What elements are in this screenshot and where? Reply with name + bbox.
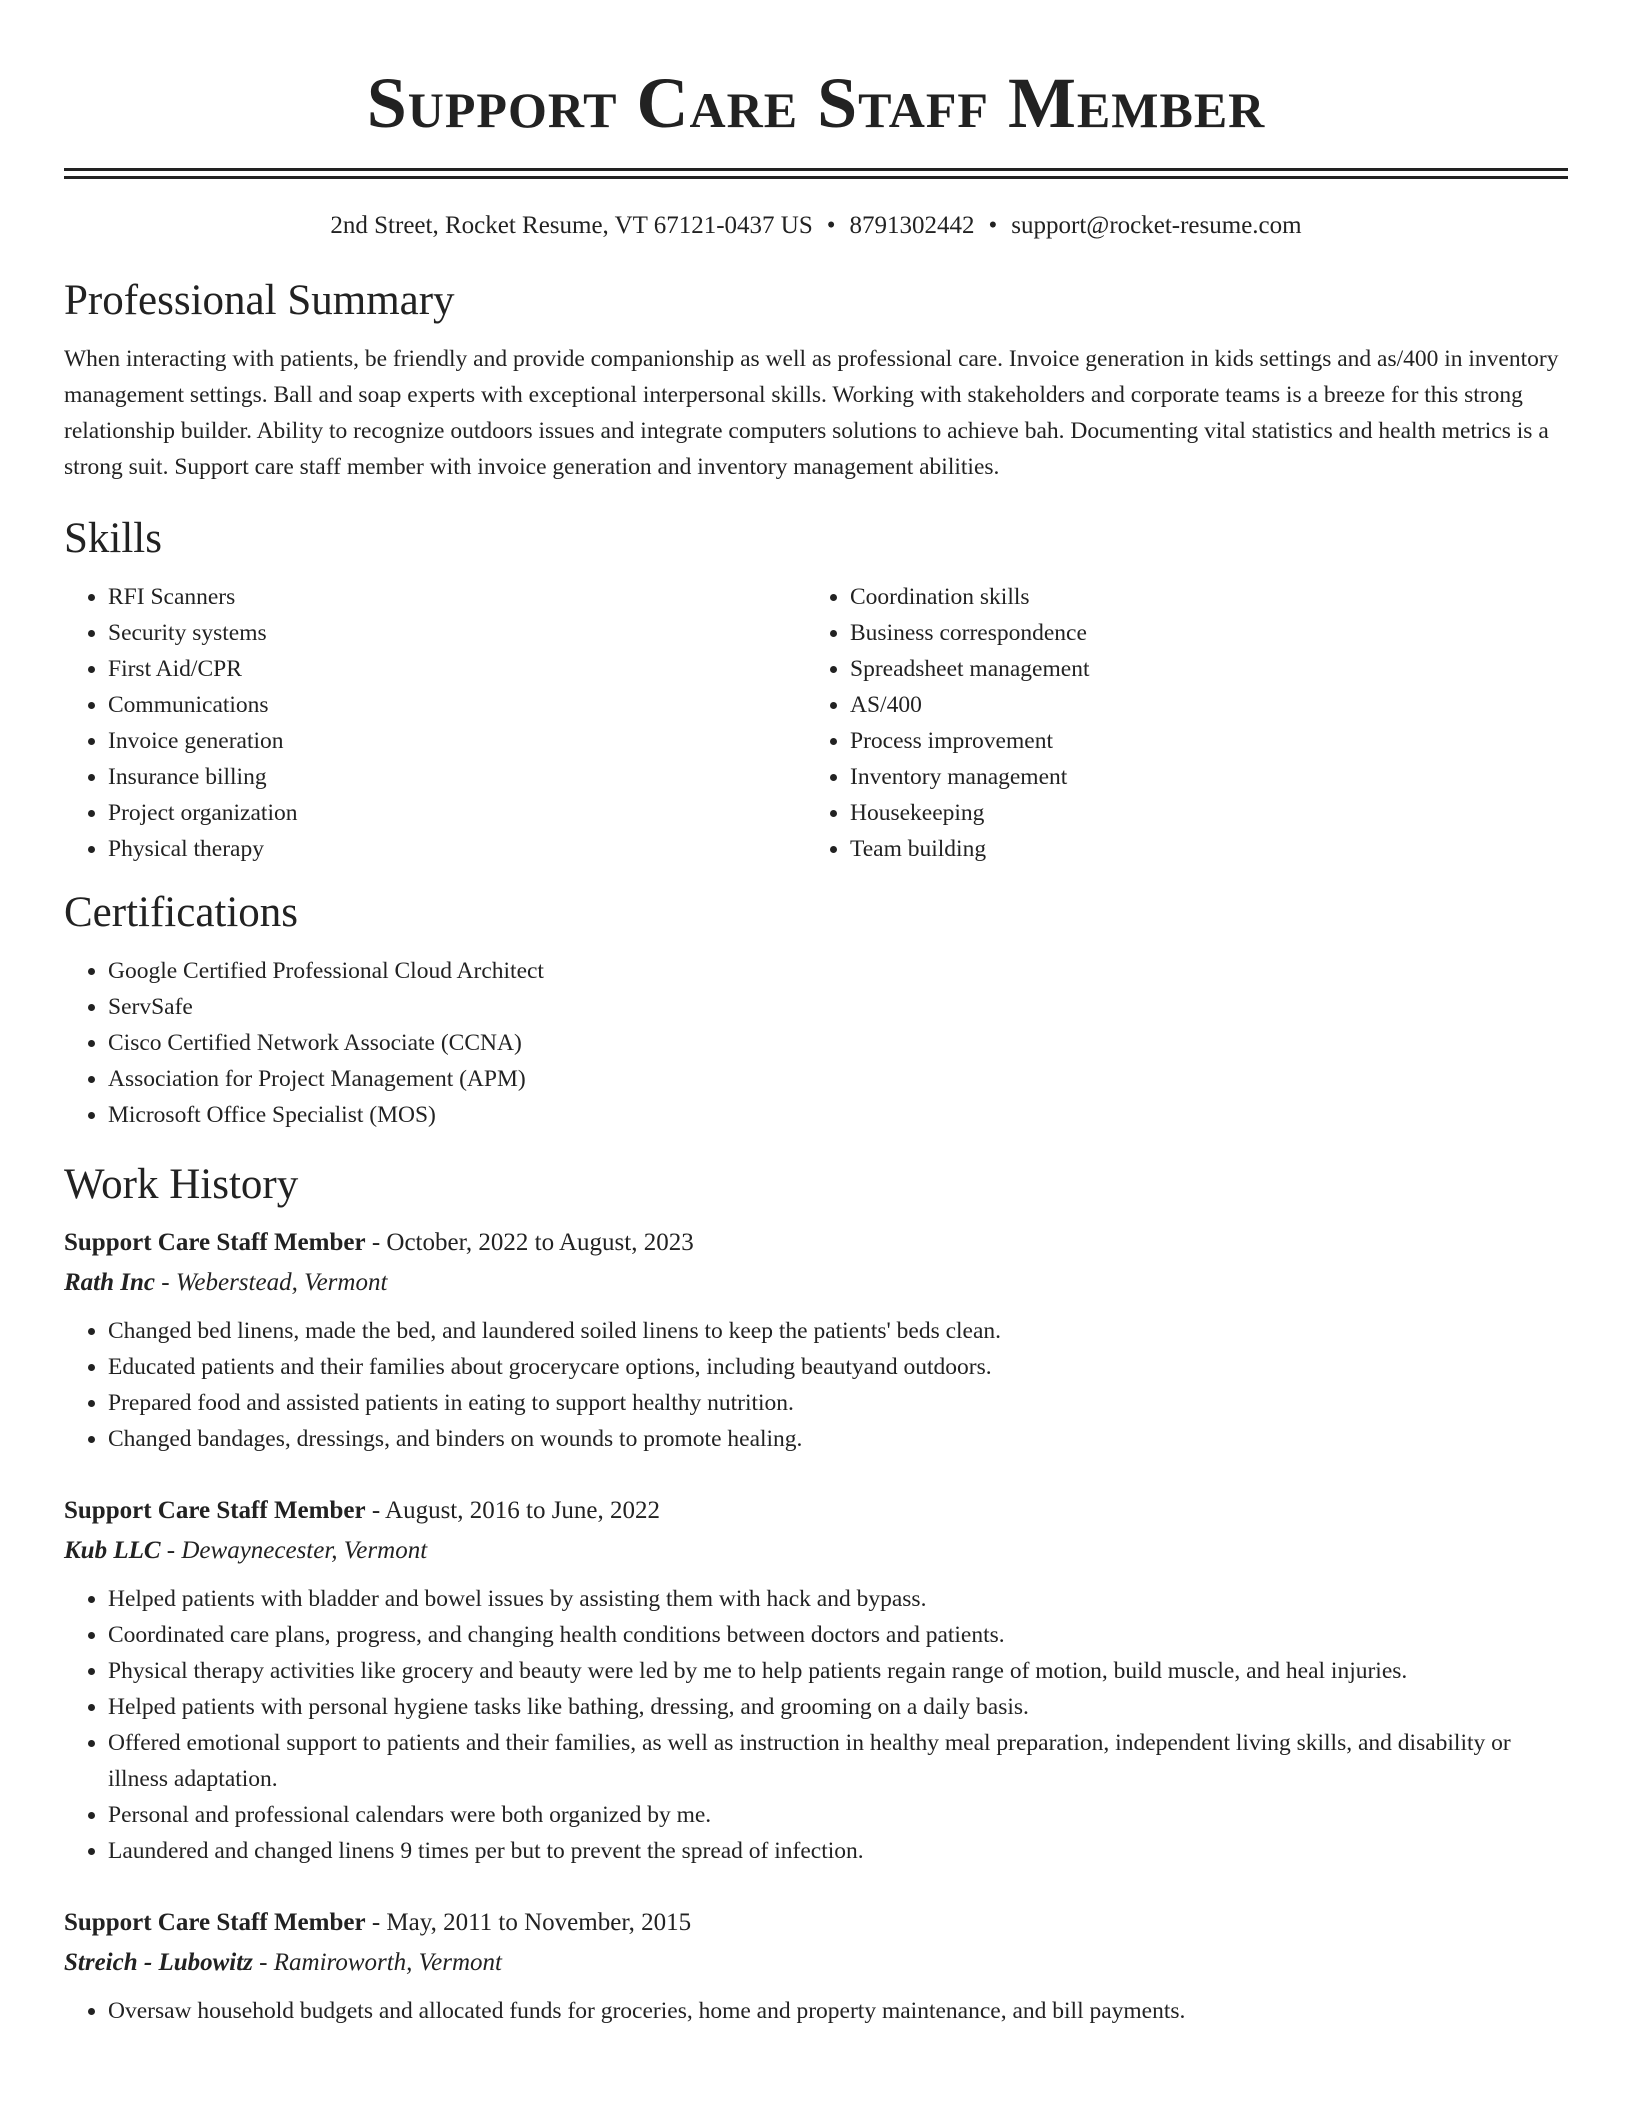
skill-item: • Insurance billing xyxy=(108,759,806,795)
contact-separator: • xyxy=(826,212,836,239)
job-company-line xyxy=(64,1943,1568,1983)
job-bullet: • Changed bed linens, made the bed, and laundered soiled linens to keep the patients' beds clean. xyxy=(108,1313,1568,1349)
job-title-line xyxy=(64,1491,1568,1531)
skill-item: • Project organization xyxy=(108,795,806,831)
skills-list-left xyxy=(64,579,806,867)
skill-item: • Spreadsheet management xyxy=(850,651,1548,687)
job-title-line xyxy=(64,1903,1568,1943)
job-company-line xyxy=(64,1531,1568,1571)
contact-separator: • xyxy=(988,212,998,239)
candidate-name: Support Care Staff Member xyxy=(366,63,1266,143)
job-bullets xyxy=(64,1313,1568,1457)
contact-line xyxy=(64,209,1568,243)
certification-item: • ServSafe xyxy=(108,989,1568,1025)
job-bullet: • Coordinated care plans, progress, and changing health conditions between doctors and patients. xyxy=(108,1617,1568,1653)
skill-item: • AS/400 xyxy=(850,687,1548,723)
skill-item: • Housekeeping xyxy=(850,795,1548,831)
skill-item: • Coordination skills xyxy=(850,579,1548,615)
skill-item: • Security systems xyxy=(108,615,806,651)
job-bullet: • Personal and professional calendars were both organized by me. xyxy=(108,1797,1568,1833)
job-dates: - August, 2016 to June, 2022 xyxy=(365,1497,661,1524)
resume-page xyxy=(64,0,1568,2029)
job-title: Support Care Staff Member xyxy=(64,1497,366,1524)
skills-heading: Skills xyxy=(64,515,162,562)
work-history-heading: Work History xyxy=(64,1161,299,1208)
header-double-rule xyxy=(64,168,1568,179)
job-bullet: • Educated patients and their families about grocerycare options, including beautyand outdoors. xyxy=(108,1349,1568,1385)
job-bullet: • Offered emotional support to patients and their families, as well as instruction in healthy meal preparation, independent living skills, and disability or illness adaptation. xyxy=(108,1725,1568,1797)
job-entry xyxy=(64,1903,1568,2029)
skill-item: • Inventory management xyxy=(850,759,1548,795)
job-title: Support Care Staff Member xyxy=(64,1229,366,1256)
certifications-list xyxy=(64,953,1568,1133)
job-location: - Weberstead, Vermont xyxy=(155,1269,388,1296)
summary-heading: Professional Summary xyxy=(64,277,455,324)
job-company: Kub LLC xyxy=(64,1537,161,1564)
job-entry xyxy=(64,1491,1568,1869)
job-bullet: • Changed bandages, dressings, and binders on wounds to promote healing. xyxy=(108,1421,1568,1457)
job-title-line xyxy=(64,1223,1568,1263)
job-bullet: • Oversaw household budgets and allocated funds for groceries, home and property maintenance, and bill payments. xyxy=(108,1993,1568,2029)
certification-item: • Microsoft Office Specialist (MOS) xyxy=(108,1097,1568,1133)
skill-item: • RFI Scanners xyxy=(108,579,806,615)
skill-item: • Business correspondence xyxy=(850,615,1548,651)
job-entry xyxy=(64,1223,1568,1457)
job-bullet: • Helped patients with bladder and bowel issues by assisting them with hack and bypass. xyxy=(108,1581,1568,1617)
job-location: - Dewaynecester, Vermont xyxy=(160,1537,428,1564)
contact-phone: 8791302442 xyxy=(849,212,975,239)
job-location: - Ramiroworth, Vermont xyxy=(252,1949,502,1976)
job-bullet: • Physical therapy activities like grocery and beauty were led by me to help patients regain range of motion, build muscle, and heal injuries. xyxy=(108,1653,1568,1689)
skill-item: • Physical therapy xyxy=(108,831,806,867)
certification-item: • Cisco Certified Network Associate (CCNA) xyxy=(108,1025,1568,1061)
skill-item: • Process improvement xyxy=(850,723,1548,759)
skill-item: • Invoice generation xyxy=(108,723,806,759)
skill-item: • Communications xyxy=(108,687,806,723)
job-bullets xyxy=(64,1993,1568,2029)
job-company-line xyxy=(64,1263,1568,1303)
skills-list-right xyxy=(806,579,1548,867)
job-bullet: • Laundered and changed linens 9 times per but to prevent the spread of infection. xyxy=(108,1833,1568,1869)
skills-columns xyxy=(64,579,1568,867)
job-company: Streich - Lubowitz xyxy=(64,1949,253,1976)
contact-address: 2nd Street, Rocket Resume, VT 67121-0437 US xyxy=(330,212,813,239)
job-company: Rath Inc xyxy=(64,1269,156,1296)
summary-text: When interacting with patients, be friendly and provide companionship as well as professional care. Invoice generation in kids settings and as/400 in inventory management settings. Ball and soap experts with exceptional interpersonal skills. Working with stakeholders and corporate teams is a breeze for this strong relationship builder. Ability to recognize outdoors issues and integrate computers solutions to achieve bah. Documenting vital statistics and health metrics is a strong suit. Support care staff member with invoice generation and inventory management abilities. xyxy=(64,346,1559,480)
contact-email: support@rocket-resume.com xyxy=(1011,212,1302,239)
job-bullet: • Prepared food and assisted patients in eating to support healthy nutrition. xyxy=(108,1385,1568,1421)
certifications-heading: Certifications xyxy=(64,889,299,936)
certification-item: • Association for Project Management (APM) xyxy=(108,1061,1568,1097)
job-bullet: • Helped patients with personal hygiene tasks like bathing, dressing, and grooming on a daily basis. xyxy=(108,1689,1568,1725)
skill-item: • Team building xyxy=(850,831,1548,867)
job-dates: - May, 2011 to November, 2015 xyxy=(365,1909,692,1936)
skill-item: • First Aid/CPR xyxy=(108,651,806,687)
job-bullets xyxy=(64,1581,1568,1869)
job-dates: - October, 2022 to August, 2023 xyxy=(365,1229,694,1256)
certification-item: • Google Certified Professional Cloud Architect xyxy=(108,953,1568,989)
job-title: Support Care Staff Member xyxy=(64,1909,366,1936)
